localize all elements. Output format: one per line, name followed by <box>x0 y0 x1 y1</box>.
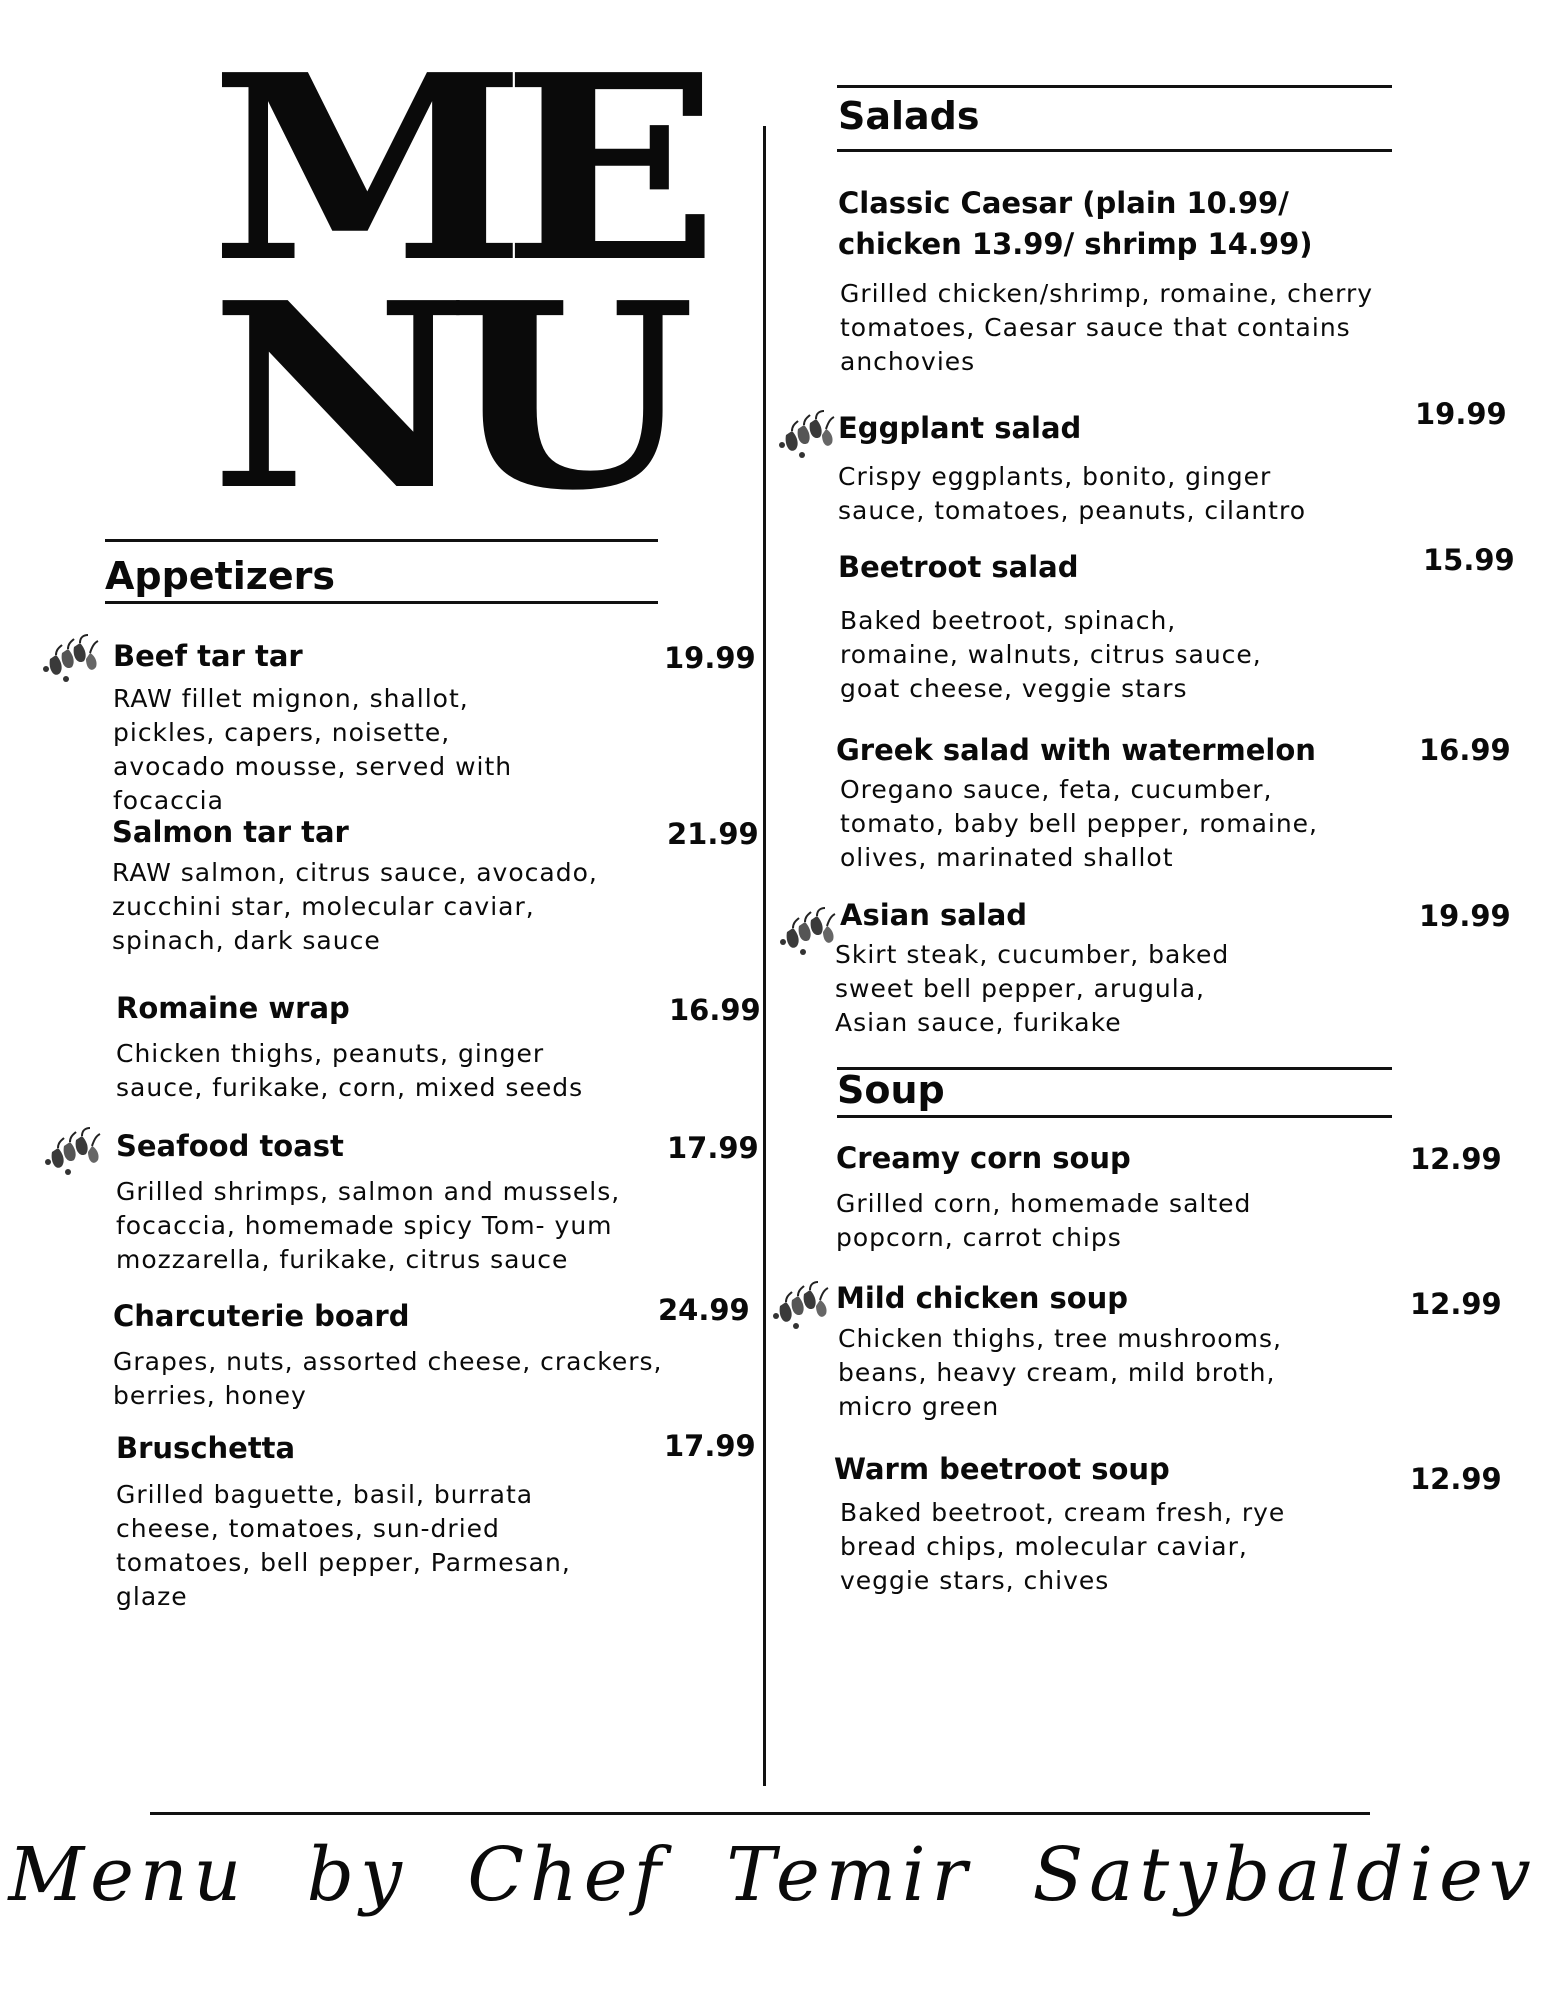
chili-pepper-icon <box>42 1122 102 1178</box>
chef-signature: Menu by Chef Temir Satybaldiev <box>8 1832 1537 1918</box>
item-price: 12.99 <box>1410 1462 1502 1496</box>
menu-title-line-2: NU <box>210 248 671 547</box>
item-description: RAW salmon, citrus sauce, avocado, zucchini star, molecular caviar, spinach, dark sauce <box>112 858 598 955</box>
item-description: Chicken thighs, tree mushrooms, beans, heavy cream, mild broth, micro green <box>838 1324 1282 1421</box>
item-name: Classic Caesar (plain 10.99/ chicken 13.99/ shrimp 14.99) <box>838 186 1313 261</box>
item-price: 17.99 <box>664 1429 756 1463</box>
item-description: Baked beetroot, cream fresh, rye bread chips, molecular caviar, veggie stars, chives <box>840 1498 1286 1595</box>
item-name: Salmon tar tar <box>112 815 349 849</box>
chili-pepper-icon <box>776 405 836 461</box>
appetizers-heading: Appetizers <box>105 554 336 598</box>
item-name: Creamy corn soup <box>836 1141 1131 1175</box>
item-name: Bruschetta <box>116 1431 296 1465</box>
chili-pepper-icon <box>770 1276 830 1332</box>
footer-rule <box>150 1812 1370 1815</box>
item-description: Oregano sauce, feta, cucumber, tomato, baby bell pepper, romaine, olives, marinated shallot <box>840 775 1319 872</box>
item-name: Beef tar tar <box>113 639 303 673</box>
item-price: 19.99 <box>1419 899 1511 933</box>
item-price: 21.99 <box>667 817 759 851</box>
item-price: 24.99 <box>658 1293 750 1327</box>
chili-pepper-icon <box>777 902 837 958</box>
item-description: Grilled shrimps, salmon and mussels, focaccia, homemade spicy Tom- yum mozzarella, furikake, citrus sauce <box>116 1177 621 1274</box>
item-description: Crispy eggplants, bonito, ginger sauce, tomatoes, peanuts, cilantro <box>838 462 1306 525</box>
salads-heading: Salads <box>838 94 980 138</box>
menu-title-line-1: ME <box>210 20 695 319</box>
item-description: Grilled baguette, basil, burrata cheese, tomatoes, sun-dried tomatoes, bell pepper, Parmesan, glaze <box>116 1480 571 1611</box>
item-description: Grilled corn, homemade salted popcorn, carrot chips <box>836 1189 1252 1252</box>
item-name: Eggplant salad <box>838 411 1082 445</box>
item-description: RAW fillet mignon, shallot, pickles, capers, noisette, avocado mousse, served with focaccia <box>113 684 513 815</box>
item-price: 19.99 <box>1415 397 1507 431</box>
item-name: Warm beetroot soup <box>834 1452 1170 1486</box>
item-price: 16.99 <box>1419 733 1511 767</box>
item-name: Asian salad <box>840 898 1028 932</box>
item-price: 15.99 <box>1423 543 1515 577</box>
salads-rule-top <box>837 85 1392 88</box>
item-price: 19.99 <box>664 641 756 675</box>
item-description: Grilled chicken/shrimp, romaine, cherry tomatoes, Caesar sauce that contains anchovies <box>840 279 1374 376</box>
item-description: Grapes, nuts, assorted cheese, crackers, berries, honey <box>113 1347 663 1410</box>
item-price: 16.99 <box>669 993 761 1027</box>
item-price: 17.99 <box>667 1131 759 1165</box>
item-name: Charcuterie board <box>113 1299 410 1333</box>
item-description: Baked beetroot, spinach, romaine, walnuts, citrus sauce, goat cheese, veggie stars <box>840 606 1262 703</box>
item-name: Seafood toast <box>116 1129 344 1163</box>
item-name: Romaine wrap <box>116 991 350 1025</box>
item-name: Greek salad with watermelon <box>836 733 1316 767</box>
item-description: Skirt steak, cucumber, baked sweet bell pepper, arugula, Asian sauce, furikake <box>835 940 1230 1037</box>
item-name: Beetroot salad <box>838 550 1079 584</box>
item-price: 12.99 <box>1410 1142 1502 1176</box>
soup-heading: Soup <box>837 1068 945 1112</box>
appetizers-rule-bottom <box>105 601 658 604</box>
item-description: Chicken thighs, peanuts, ginger sauce, furikake, corn, mixed seeds <box>116 1039 584 1102</box>
appetizers-rule-top <box>105 539 658 542</box>
item-price: 12.99 <box>1410 1287 1502 1321</box>
column-divider <box>763 126 766 1786</box>
salads-rule-bottom <box>837 149 1392 152</box>
soup-rule-bottom <box>837 1115 1392 1118</box>
item-name: Mild chicken soup <box>836 1281 1129 1315</box>
chili-pepper-icon <box>40 629 100 685</box>
